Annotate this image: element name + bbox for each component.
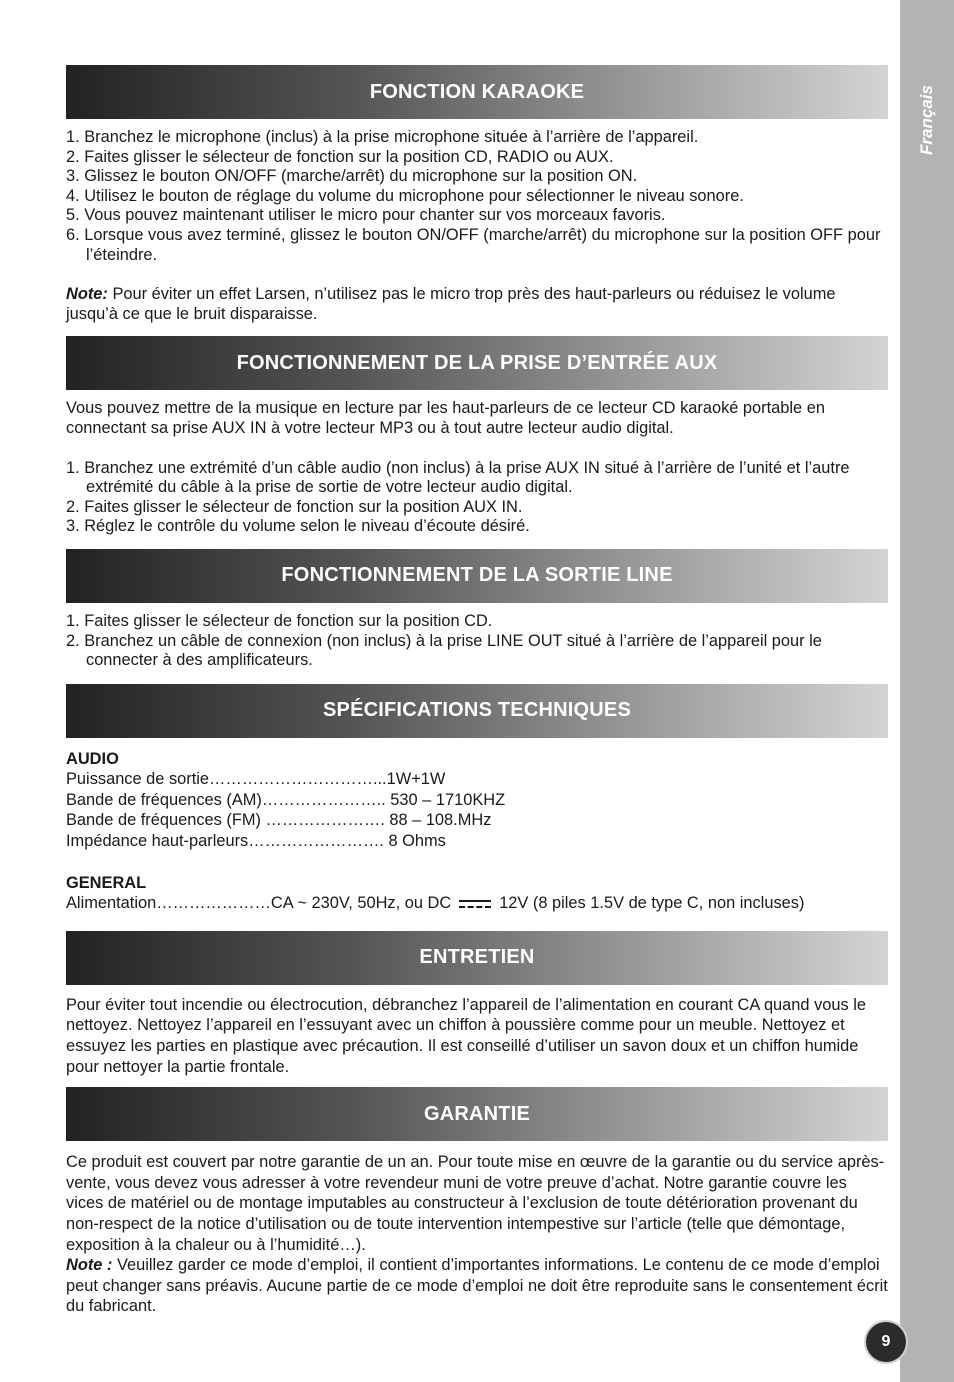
warranty-text: Ce produit est couvert par notre garantie de un an. Pour toute mise en œuvre de la garantie ou du service après-vente, vous devez vous adresser à votre revendeur muni de votre preuve d’achat. Notre garantie couvre les vices de matériel ou de montage imputables au constructeur à l’exclusion de toute détérioration provenant du non-respect de la notice d’utilisation ou de toute intervention intempestive sur l’article (telle que démontage, exposition à la chaleur ou à l’humidité…). (66, 1153, 885, 1254)
page-number: 9 (866, 1322, 906, 1362)
list-item: 1. Branchez le microphone (inclus) à la prise microphone située à l’arrière de l’appareil. (66, 128, 699, 146)
general-heading: GENERAL (66, 873, 147, 892)
power-spec (66, 893, 888, 914)
spec-line: Bande de fréquences (AM)………………….. 530 – 1710KHZ (66, 790, 506, 809)
spec-line: Puissance de sortie…………………………...1W+1W (66, 770, 446, 789)
karaoke-note (66, 285, 888, 324)
note-label: Note: (66, 285, 108, 304)
power-text-after: 12V (8 piles 1.5V de type C, non incluses) (499, 894, 805, 913)
list-item: 6. Lorsque vous avez terminé, glissez le bouton ON/OFF (marche/arrêt) du microphone sur la position OFF pour l’éteindre. (66, 225, 881, 264)
list-item: 1. Branchez une extrémité d’un câble audio (non inclus) à la prise AUX IN situé à l’arrière de l’unité et l’autre extrémité du câble à la prise de sortie de votre lecteur audio digital. (66, 458, 850, 497)
page-content (66, 65, 888, 1317)
note-text: Veuillez garder ce mode d’emploi, il contient d’importantes informations. Le contenu de ce mode d’emploi peut changer sans préavis. Aucune partie de ce mode d’emploi ne doit être reproduite sans le consentement écrit du fabricant. (66, 1256, 888, 1316)
list-item: 2. Faites glisser le sélecteur de fonction sur la position CD, RADIO ou AUX. (66, 147, 614, 166)
language-label: Français (917, 85, 936, 155)
section-header-warranty: GARANTIE (66, 1087, 888, 1141)
aux-intro: Vous pouvez mettre de la musique en lecture par les haut-parleurs de ce lecteur CD karaoké portable en connectant sa prise AUX IN à votre lecteur MP3 ou à tout autre lecteur audio digital. (66, 399, 825, 437)
spec-line: Impédance haut-parleurs……………………. 8 Ohms (66, 832, 446, 851)
dc-symbol-icon (459, 898, 491, 910)
list-item: 5. Vous pouvez maintenant utiliser le micro pour chanter sur vos morceaux favoris. (66, 206, 666, 225)
note-text: Pour éviter un effet Larsen, n’utilisez pas le micro trop près des haut-parleurs ou réduisez le volume jusqu’à ce que le bruit disparaisse. (66, 285, 836, 323)
list-item: 2. Faites glisser le sélecteur de fonction sur la position AUX IN. (66, 497, 523, 516)
section-header-aux: FONCTIONNEMENT DE LA PRISE D’ENTRÉE AUX (66, 336, 888, 390)
section-header-line: FONCTIONNEMENT DE LA SORTIE LINE (66, 549, 888, 603)
list-item: 2. Branchez un câble de connexion (non inclus) à la prise LINE OUT situé à l’arrière de l’appareil pour le connecter à des amplificateurs. (66, 631, 822, 670)
side-tab (900, 0, 954, 1382)
list-item: 1. Faites glisser le sélecteur de fonction sur la position CD. (66, 611, 493, 630)
spec-line: Bande de fréquences (FM) …………………. 88 – 108.MHz (66, 811, 492, 830)
section-header-karaoke: FONCTION KARAOKE (66, 65, 888, 119)
line-steps (66, 612, 888, 671)
note-label: Note : (66, 1256, 113, 1275)
warranty-note (66, 1255, 888, 1317)
karaoke-steps (66, 128, 888, 265)
aux-steps (66, 459, 888, 537)
audio-heading: AUDIO (66, 749, 119, 768)
power-text-before: Alimentation…………………CA ~ 230V, 50Hz, ou DC (66, 894, 452, 913)
section-header-specs: SPÉCIFICATIONS TECHNIQUES (66, 684, 888, 738)
list-item: 4. Utilisez le bouton de réglage du volume du microphone pour sélectionner le niveau sonore. (66, 186, 744, 205)
care-text: Pour éviter tout incendie ou électrocution, débranchez l’appareil de l’alimentation en courant CA quand vous le nettoyez. Nettoyez l’appareil en l’essuyant avec un chiffon à poussière comme pour un meuble. Nettoyez et essuyez les parties en plastique avec précaution. Il est conseillé d’utiliser un savon doux et un chiffon humide pour nettoyer la partie frontale. (66, 995, 867, 1076)
list-item: 3. Réglez le contrôle du volume selon le niveau d’écoute désiré. (66, 517, 530, 536)
section-header-care: ENTRETIEN (66, 931, 888, 985)
list-item: 3. Glissez le bouton ON/OFF (marche/arrêt) du microphone sur la position ON. (66, 167, 638, 186)
